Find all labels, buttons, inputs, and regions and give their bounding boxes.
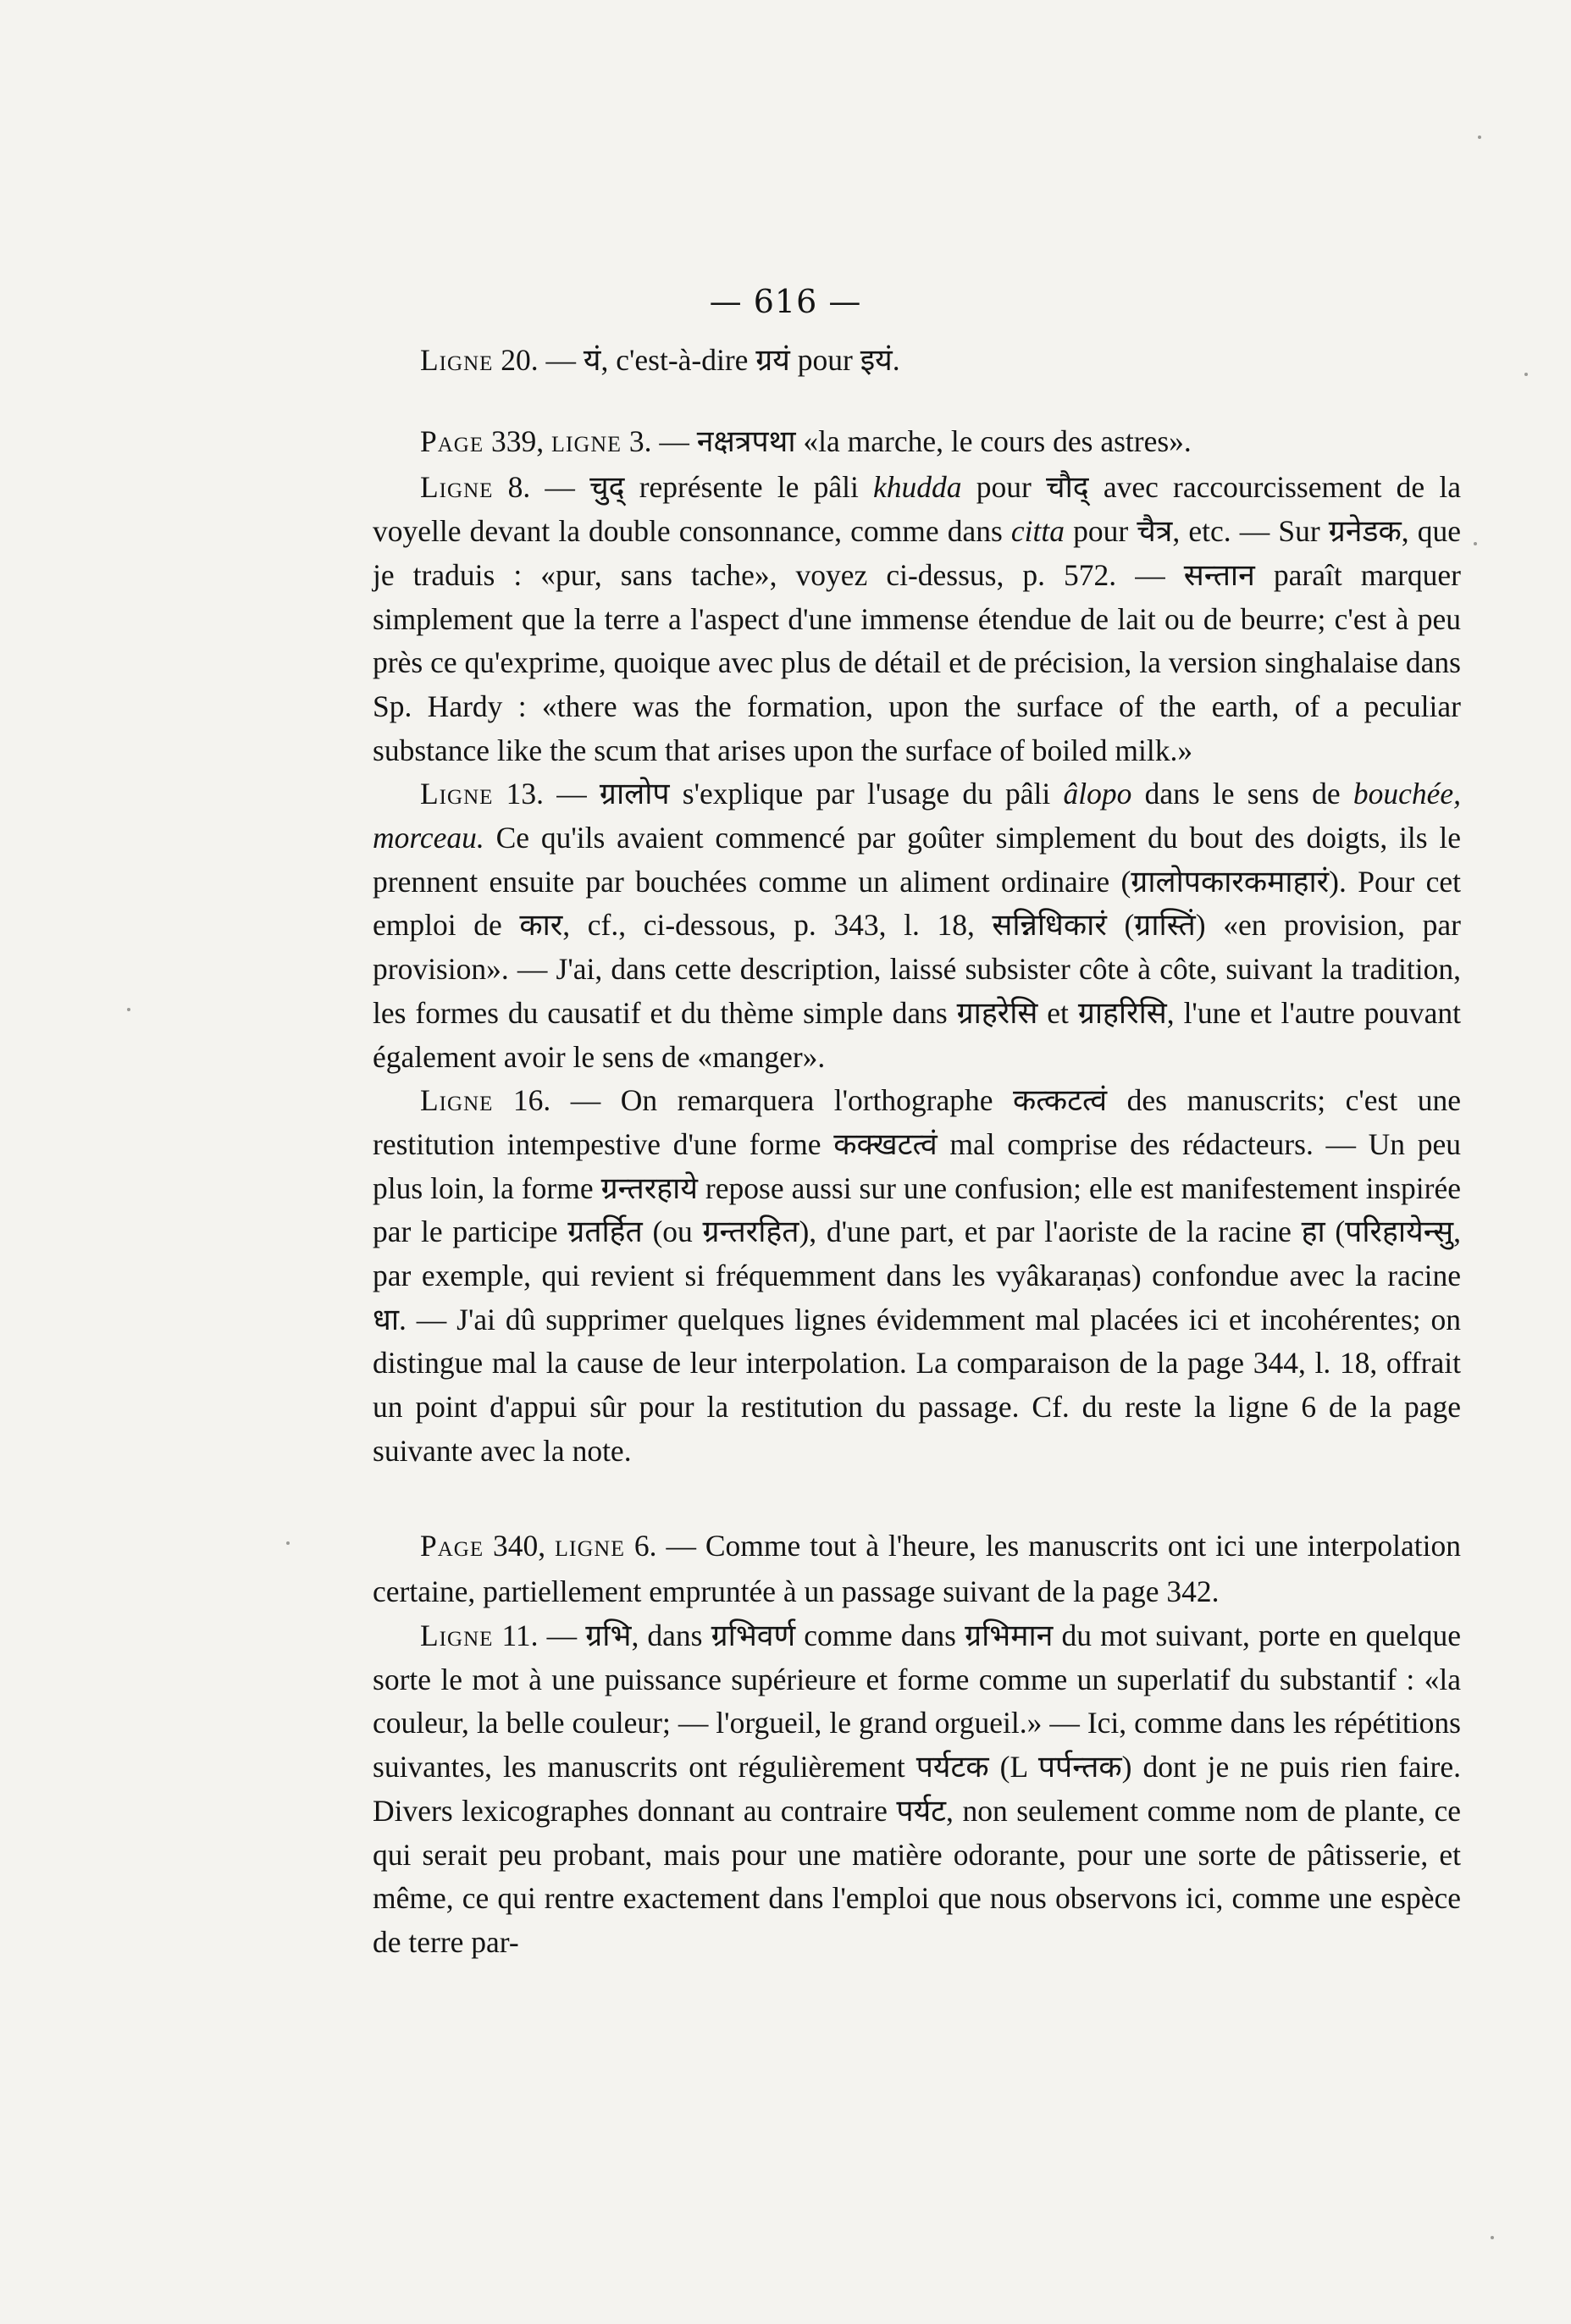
paragraph-ligne-20: Ligne 20. — यं, c'est-à-dire ग्रयं pour इयं. bbox=[420, 343, 900, 377]
paper-speck bbox=[286, 1541, 290, 1545]
paper-speck bbox=[1491, 2236, 1494, 2239]
paper-speck bbox=[127, 1008, 130, 1011]
paper-speck bbox=[1524, 373, 1528, 376]
page-number: — 616 — bbox=[709, 283, 862, 320]
paragraph-page-340-ligne-6: Page 340, LIGNE 6. — Comme tout à l'heure, les manuscrits ont ici une interpolation certaine, partiellement empruntée à un passage suivant de la page 342. bbox=[373, 1528, 1462, 1609]
paragraph-ligne-11: Ligne 11. — ग्रभि, dans ग्रभिवर्ण comme dans ग्रभिमान du mot suivant, porte en quelque sorte le mot à une puissance supérieure et forme comme un superlatif du substantif : «la couleur, la belle couleur; — l'orgueil, le grand orgueil.» — Ici, comme dans les répétitions suivantes, les manuscrits ont régulièrement पर्यटक (L पर्पन्तक) dont je ne puis rien faire. Divers lexicographes donnant au contraire पर्यट, non seulement comme nom de plante, ce qui serait peu probant, mais pour une matière odorante, pour une sorte de pâtisserie, et même, ce qui rentre exactement dans l'emploi que nous observons ici, comme une espèce de terre par- bbox=[373, 1618, 1461, 1959]
paper-speck bbox=[1478, 136, 1481, 139]
paper-speck bbox=[1474, 542, 1477, 545]
paragraph-ligne-16: Ligne 16. — On remarquera l'orthographe कत्कटत्वं des manuscrits; c'est une restitution intempestive d'une forme कक्खटत्वं mal comprise des rédacteurs. — Un peu plus loin, la forme ग्रन्तरहाये repose aussi sur une confusion; elle est manifestement inspirée par le participe ग्रतर्हित (ou ग्रन्तरहित), d'une part, et par l'aoriste de la racine हा (परिहायेन्सु, par exemple, qui revient si fréquemment dans les vyâkaraṇas) confondue avec la racine धा. — J'ai dû supprimer quelques lignes évidemment mal placées ici et incohérentes; on distingue mal la cause de leur interpolation. La comparaison de la page 344, l. 18, offrait un point d'appui sûr pour la restitution du passage. Cf. du reste la ligne 6 de la page suivante avec la note. bbox=[373, 1083, 1461, 1468]
paragraph-ligne-13: Ligne 13. — ग्रालोप s'explique par l'usage du pâli âlopo dans le sens de bouchée, morceau. Ce qu'ils avaient commencé par goûter simplement du bout des doigts, ils le prennent ensuite par bouchées comme un aliment ordinaire (ग्रालोपकारकमाहारं). Pour cet emploi de कार, cf., ci-dessous, p. 343, l. 18, सन्निधिकारं (ग्रास्तिं) «en provision, par provision». — J'ai, dans cette description, laissé subsister côte à côte, suivant la tradition, les formes du causatif et du thème simple dans ग्राहरेसि et ग्राहरिसि, l'une et l'autre pouvant également avoir le sens de «manger». bbox=[373, 777, 1461, 1074]
paragraph-page-339-ligne-3: Page 339, LIGNE 3. — नक्षत्रपथा «la marche, le cours des astres». bbox=[420, 423, 1192, 458]
paragraph-ligne-8: Ligne 8. — चुद् représente le pâli khudda pour चौद् avec raccourcissement de la voyelle devant la double consonnance, comme dans citta pour चैत्र, etc. — Sur ग्रनेडक, que je traduis : «pur, sans tache», voyez ci-dessus, p. 572. — सन्तान paraît marquer simplement que la terre a l'aspect d'une immense étendue de lait ou de beurre; c'est à peu près ce qu'exprime, quoique avec plus de détail et de précision, la version singhalaise dans Sp. Hardy : «there was the formation, upon the surface of the earth, of a peculiar substance like the scum that arises upon the surface of boiled milk.» bbox=[373, 470, 1461, 767]
body-text bbox=[373, 339, 1461, 1965]
